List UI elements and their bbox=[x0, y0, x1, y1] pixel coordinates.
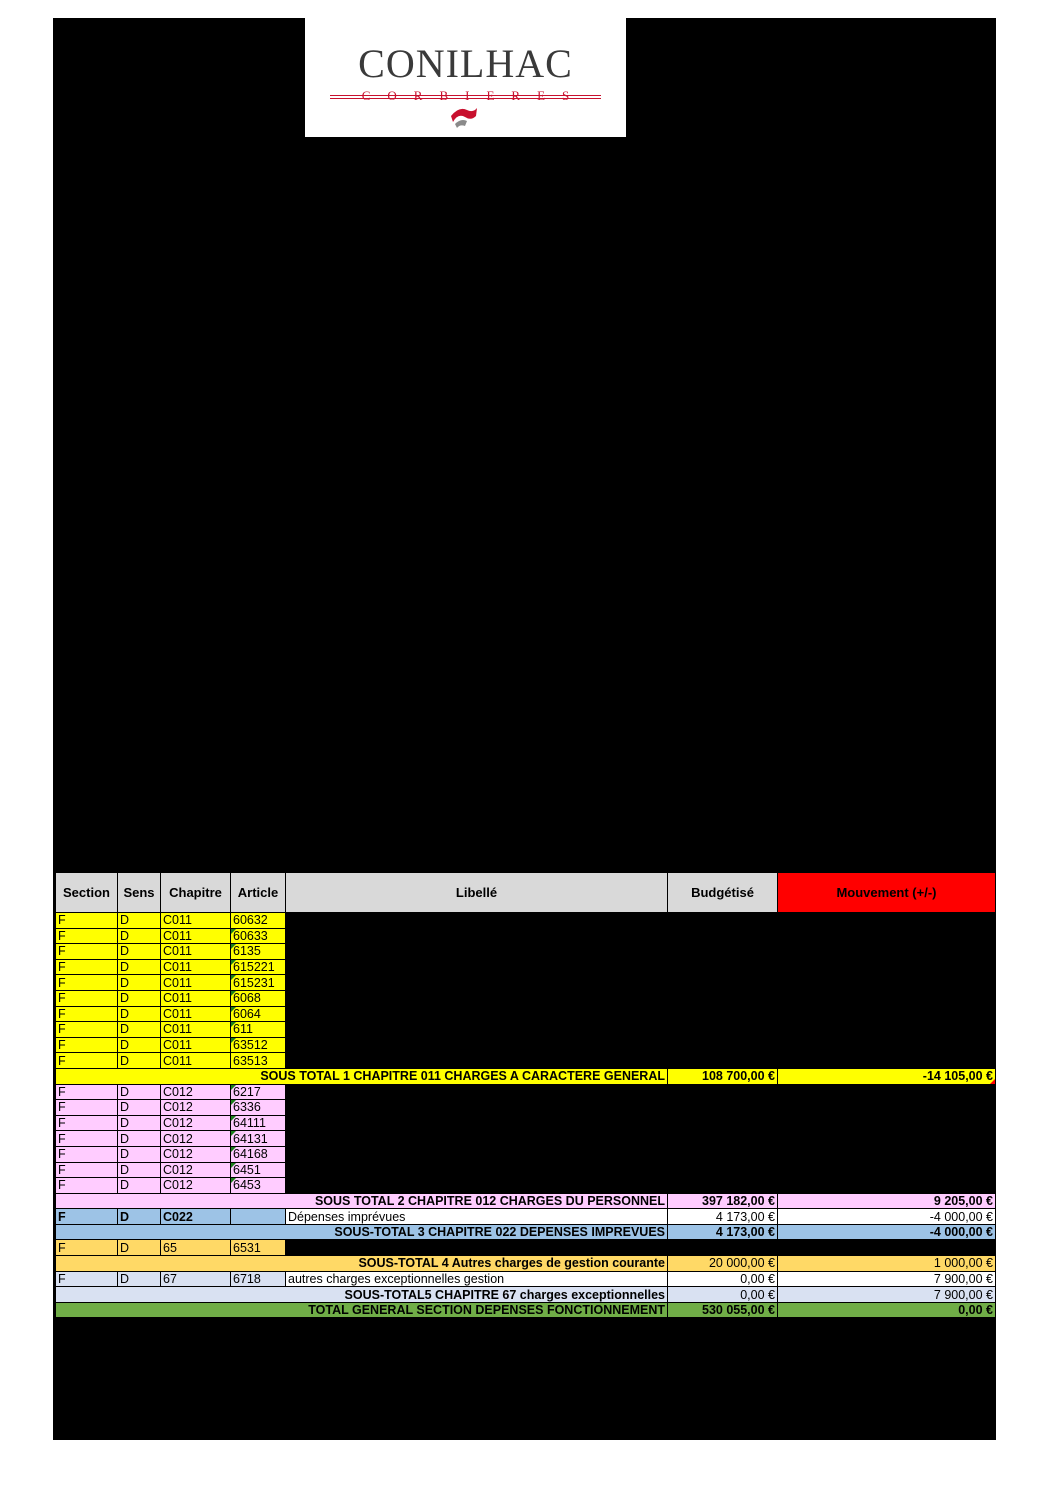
cell-chapitre: C012 bbox=[161, 1162, 231, 1178]
subtotal-label: SOUS-TOTAL 4 Autres charges de gestion courante bbox=[56, 1256, 668, 1272]
cell-sens: D bbox=[118, 1146, 161, 1162]
cell-chapitre: C011 bbox=[161, 1053, 231, 1069]
table-row bbox=[56, 1006, 996, 1022]
cell-sens: D bbox=[118, 928, 161, 944]
cell-chapitre: 65 bbox=[161, 1240, 231, 1256]
comment-marker-icon bbox=[231, 960, 236, 965]
cell-article: 63512 bbox=[231, 1037, 286, 1053]
header-mouvement: Mouvement (+/-) bbox=[778, 873, 996, 913]
cell-section: F bbox=[56, 928, 118, 944]
comment-marker-icon bbox=[231, 1038, 236, 1043]
cell-section: F bbox=[56, 1146, 118, 1162]
redacted-cell bbox=[286, 1084, 996, 1100]
comment-marker-icon bbox=[231, 1100, 236, 1105]
subtotal-row-3 bbox=[56, 1224, 996, 1240]
cell-chapitre: C011 bbox=[161, 913, 231, 929]
cell-chapitre: 67 bbox=[161, 1271, 231, 1287]
redacted-cell bbox=[286, 1115, 996, 1131]
redacted-cell bbox=[286, 1006, 996, 1022]
conilhac-logo bbox=[305, 18, 626, 137]
cell-article bbox=[231, 1209, 286, 1225]
comment-marker-icon bbox=[231, 1085, 236, 1090]
subtotal-label: SOUS TOTAL 1 CHAPITRE 011 CHARGES A CARACTERE GENERAL bbox=[56, 1068, 668, 1084]
cell-sens: D bbox=[118, 1037, 161, 1053]
cell-chapitre: C011 bbox=[161, 928, 231, 944]
redacted-cell bbox=[286, 1240, 996, 1256]
cell-section: F bbox=[56, 1240, 118, 1256]
cell-chapitre: C012 bbox=[161, 1115, 231, 1131]
cell-section: F bbox=[56, 1162, 118, 1178]
cell-budget: 0,00 € bbox=[668, 1271, 778, 1287]
cell-article: 64168 bbox=[231, 1146, 286, 1162]
cell-sens: D bbox=[118, 975, 161, 991]
cell-section: F bbox=[56, 975, 118, 991]
table-row bbox=[56, 1084, 996, 1100]
header-budgetise: Budgétisé bbox=[668, 873, 778, 913]
total-budget: 530 055,00 € bbox=[668, 1302, 778, 1318]
comment-marker-icon bbox=[231, 929, 236, 934]
redacted-cell bbox=[286, 1131, 996, 1147]
comment-marker-icon bbox=[231, 944, 236, 949]
cell-chapitre: C012 bbox=[161, 1178, 231, 1194]
cell-sens: D bbox=[118, 959, 161, 975]
logo-subtitle: CORBIERES bbox=[361, 88, 587, 103]
cell-article: 6451 bbox=[231, 1162, 286, 1178]
redacted-cell bbox=[286, 959, 996, 975]
redacted-cell bbox=[286, 1022, 996, 1038]
cell-budget: 4 173,00 € bbox=[668, 1209, 778, 1225]
cell-section: F bbox=[56, 1115, 118, 1131]
cell-chapitre: C012 bbox=[161, 1100, 231, 1116]
cell-article: 64131 bbox=[231, 1131, 286, 1147]
cell-article: 6531 bbox=[231, 1240, 286, 1256]
subtotal-mouvement: 9 205,00 € bbox=[778, 1193, 996, 1209]
cell-article: 60633 bbox=[231, 928, 286, 944]
subtotal-budget: 20 000,00 € bbox=[668, 1256, 778, 1272]
subtotal-label: SOUS-TOTAL5 CHAPITRE 67 charges exceptionnelles bbox=[56, 1287, 668, 1303]
subtotal-row-5 bbox=[56, 1287, 996, 1303]
redacted-cell bbox=[286, 975, 996, 991]
header-sens: Sens bbox=[118, 873, 161, 913]
table-row bbox=[56, 944, 996, 960]
subtotal-row-2 bbox=[56, 1193, 996, 1209]
cell-sens: D bbox=[118, 1006, 161, 1022]
table-row bbox=[56, 1115, 996, 1131]
table-row bbox=[56, 928, 996, 944]
cell-sens: D bbox=[118, 1178, 161, 1194]
redacted-cell bbox=[286, 1146, 996, 1162]
cell-chapitre: C011 bbox=[161, 975, 231, 991]
table-row bbox=[56, 975, 996, 991]
cell-chapitre: C011 bbox=[161, 990, 231, 1006]
subtotal-label: SOUS TOTAL 2 CHAPITRE 012 CHARGES DU PERSONNEL bbox=[56, 1193, 668, 1209]
cell-sens: D bbox=[118, 1131, 161, 1147]
redacted-cell bbox=[286, 1178, 996, 1194]
cell-mouvement: 7 900,00 € bbox=[778, 1271, 996, 1287]
cell-article: 60632 bbox=[231, 913, 286, 929]
cell-article: 6064 bbox=[231, 1006, 286, 1022]
subtotal-mouvement: 1 000,00 € bbox=[778, 1256, 996, 1272]
subtotal-row-1 bbox=[56, 1068, 996, 1084]
header-chapitre: Chapitre bbox=[161, 873, 231, 913]
cell-chapitre: C022 bbox=[161, 1209, 231, 1225]
subtotal-row-4 bbox=[56, 1256, 996, 1272]
cell-section: F bbox=[56, 913, 118, 929]
redacted-cell bbox=[286, 944, 996, 960]
subtotal-label: SOUS-TOTAL 3 CHAPITRE 022 DEPENSES IMPREVUES bbox=[56, 1224, 668, 1240]
table-row bbox=[56, 959, 996, 975]
header-article: Article bbox=[231, 873, 286, 913]
cell-chapitre: C012 bbox=[161, 1146, 231, 1162]
table-row bbox=[56, 1178, 996, 1194]
redacted-cell bbox=[286, 1053, 996, 1069]
cell-article: 6453 bbox=[231, 1178, 286, 1194]
cell-sens: D bbox=[118, 1240, 161, 1256]
subtotal-budget: 0,00 € bbox=[668, 1287, 778, 1303]
cell-sens: D bbox=[118, 990, 161, 1006]
table-row bbox=[56, 1209, 996, 1225]
cell-sens: D bbox=[118, 1084, 161, 1100]
cell-section: F bbox=[56, 1084, 118, 1100]
cell-chapitre: C011 bbox=[161, 1006, 231, 1022]
subtotal-mouvement: 7 900,00 € bbox=[778, 1287, 996, 1303]
table-row bbox=[56, 1240, 996, 1256]
comment-marker-icon bbox=[231, 1022, 236, 1027]
cell-sens: D bbox=[118, 1209, 161, 1225]
table-row bbox=[56, 1022, 996, 1038]
cell-article: 6217 bbox=[231, 1084, 286, 1100]
cell-section: F bbox=[56, 959, 118, 975]
cell-article: 615231 bbox=[231, 975, 286, 991]
cell-article: 6135 bbox=[231, 944, 286, 960]
cell-sens: D bbox=[118, 1115, 161, 1131]
budget-table bbox=[55, 872, 996, 1318]
cell-libelle: autres charges exceptionnelles gestion bbox=[286, 1271, 668, 1287]
cell-article: 615221 bbox=[231, 959, 286, 975]
table-row bbox=[56, 1162, 996, 1178]
cell-chapitre: C012 bbox=[161, 1084, 231, 1100]
redacted-cell bbox=[286, 1100, 996, 1116]
redacted-cell bbox=[286, 913, 996, 929]
cell-section: F bbox=[56, 1209, 118, 1225]
total-label: TOTAL GENERAL SECTION DEPENSES FONCTIONNEMENT bbox=[56, 1302, 668, 1318]
cell-article: 6718 bbox=[231, 1271, 286, 1287]
cell-chapitre: C012 bbox=[161, 1131, 231, 1147]
cell-mouvement: -4 000,00 € bbox=[778, 1209, 996, 1225]
cell-section: F bbox=[56, 1100, 118, 1116]
comment-marker-icon bbox=[231, 1007, 236, 1012]
comment-marker-icon bbox=[231, 1131, 236, 1136]
table-row bbox=[56, 1146, 996, 1162]
cell-sens: D bbox=[118, 944, 161, 960]
table-row bbox=[56, 1037, 996, 1053]
redacted-cell bbox=[286, 928, 996, 944]
table-row bbox=[56, 1100, 996, 1116]
cell-chapitre: C011 bbox=[161, 1037, 231, 1053]
cell-section: F bbox=[56, 1271, 118, 1287]
header-section: Section bbox=[56, 873, 118, 913]
cell-libelle: Dépenses imprévues bbox=[286, 1209, 668, 1225]
cell-chapitre: C011 bbox=[161, 1022, 231, 1038]
comment-indicator-icon bbox=[990, 1079, 995, 1084]
cell-section: F bbox=[56, 990, 118, 1006]
subtotal-budget: 4 173,00 € bbox=[668, 1224, 778, 1240]
comment-marker-icon bbox=[231, 1163, 236, 1168]
table-header-row bbox=[56, 873, 996, 913]
redacted-cell bbox=[286, 1162, 996, 1178]
table-row bbox=[56, 1131, 996, 1147]
table-row bbox=[56, 1271, 996, 1287]
comment-marker-icon bbox=[231, 1116, 236, 1121]
subtotal-budget: 108 700,00 € bbox=[668, 1068, 778, 1084]
redacted-cell bbox=[286, 990, 996, 1006]
cell-sens: D bbox=[118, 1162, 161, 1178]
comment-marker-icon bbox=[231, 1147, 236, 1152]
cell-sens: D bbox=[118, 1022, 161, 1038]
subtotal-mouvement: -4 000,00 € bbox=[778, 1224, 996, 1240]
cell-article: 6336 bbox=[231, 1100, 286, 1116]
cell-section: F bbox=[56, 1131, 118, 1147]
cell-section: F bbox=[56, 1006, 118, 1022]
total-mouvement: 0,00 € bbox=[778, 1302, 996, 1318]
comment-marker-icon bbox=[231, 975, 236, 980]
cell-article: 611 bbox=[231, 1022, 286, 1038]
cell-chapitre: C011 bbox=[161, 959, 231, 975]
cell-section: F bbox=[56, 1022, 118, 1038]
cell-section: F bbox=[56, 944, 118, 960]
cell-sens: D bbox=[118, 1053, 161, 1069]
cell-section: F bbox=[56, 1053, 118, 1069]
cell-sens: D bbox=[118, 1100, 161, 1116]
table-row bbox=[56, 913, 996, 929]
cell-article: 63513 bbox=[231, 1053, 286, 1069]
cell-article: 64111 bbox=[231, 1115, 286, 1131]
cell-section: F bbox=[56, 1178, 118, 1194]
subtotal-mouvement: -14 105,00 € bbox=[778, 1068, 996, 1084]
cell-sens: D bbox=[118, 913, 161, 929]
logo-name: CONILHAC bbox=[358, 41, 573, 86]
redacted-cell bbox=[286, 1037, 996, 1053]
cell-article: 6068 bbox=[231, 990, 286, 1006]
total-row bbox=[56, 1302, 996, 1318]
header-libelle: Libellé bbox=[286, 873, 668, 913]
cell-sens: D bbox=[118, 1271, 161, 1287]
comment-marker-icon bbox=[231, 991, 236, 996]
cell-chapitre: C011 bbox=[161, 944, 231, 960]
logo-flag-icon bbox=[449, 104, 479, 130]
subtotal-budget: 397 182,00 € bbox=[668, 1193, 778, 1209]
table-row bbox=[56, 990, 996, 1006]
cell-section: F bbox=[56, 1037, 118, 1053]
table-row bbox=[56, 1053, 996, 1069]
comment-marker-icon bbox=[231, 1178, 236, 1183]
